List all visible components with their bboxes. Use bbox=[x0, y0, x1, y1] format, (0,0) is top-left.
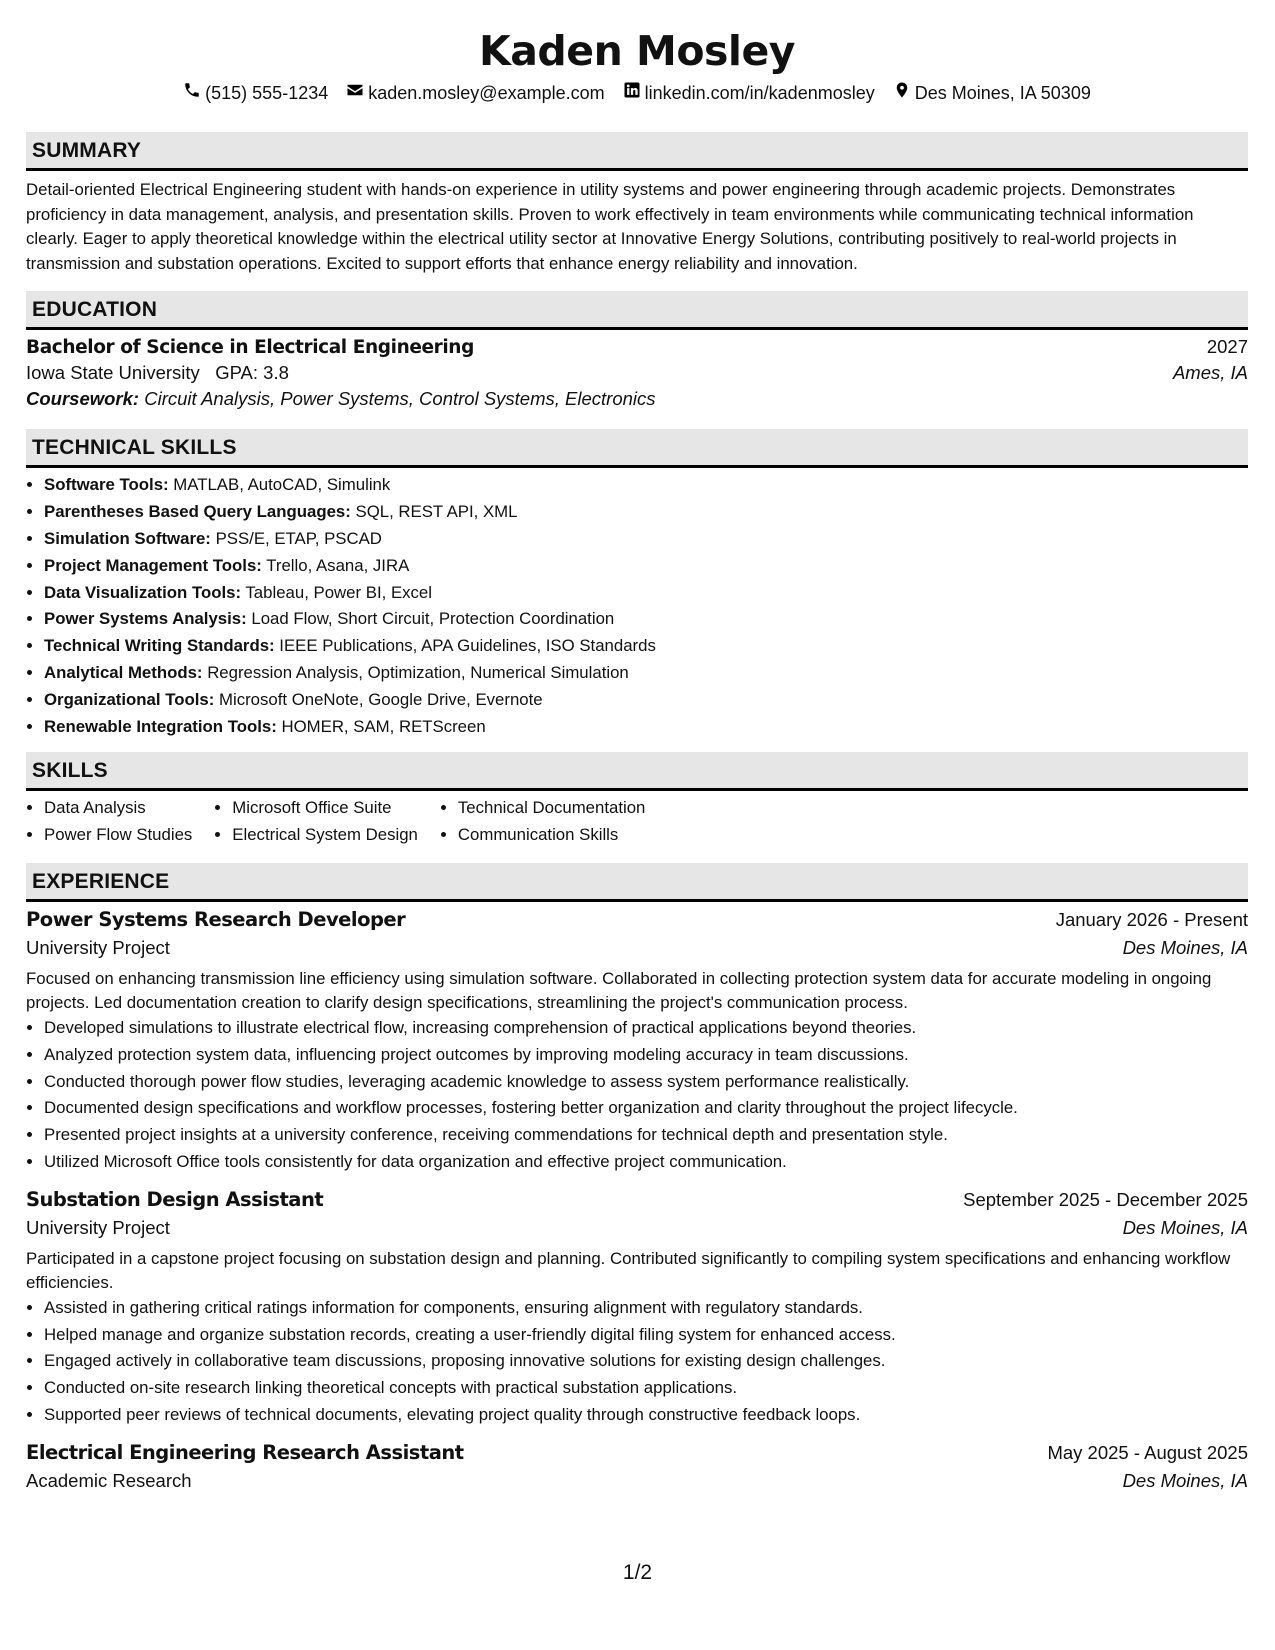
list-item bbox=[44, 526, 1248, 553]
summary-text: Detail-oriented Electrical Engineering student with hands-on experience in utility systems and power engineering through academic projects. Demonstrates proficiency in data management, analysis, and presentation skills. Proven to work effectively in team environments while communicating technical information clearly. Eager to apply theoretical knowledge within the electrical utility sector at Innovative Energy Solutions, contributing positively to real-world projects in transmission and substation operations. Excited to support efforts that enhance energy reliability and innovation. bbox=[26, 180, 1194, 273]
list-item: • Assisted in gathering critical ratings information for components, ensuring alignment with regulatory standards. bbox=[44, 1295, 1248, 1322]
skills-section bbox=[26, 752, 1248, 849]
map-pin-icon bbox=[893, 80, 911, 106]
job-bullets bbox=[26, 1015, 1248, 1176]
job-org: Academic Research bbox=[26, 1469, 192, 1491]
linkedin-icon bbox=[623, 80, 641, 106]
skill-label: Parentheses Based Query Languages: bbox=[44, 502, 351, 522]
skill-label: Organizational Tools: bbox=[44, 689, 215, 709]
school-line bbox=[26, 362, 289, 384]
resume-page bbox=[26, 0, 1248, 1492]
list-item: • Electrical System Design bbox=[232, 822, 418, 849]
list-item bbox=[44, 472, 1248, 499]
list-item: • Microsoft Office Suite bbox=[232, 795, 418, 822]
linkedin-link[interactable]: linkedin.com/in/kadenmosley bbox=[644, 83, 875, 103]
skill-label: Data Visualization Tools: bbox=[44, 582, 242, 602]
technical-skills-section bbox=[26, 429, 1248, 740]
list-item: • Analyzed protection system data, influencing project outcomes by improving modeling accuracy in team discussions. bbox=[44, 1042, 1248, 1069]
list-item: • Presented project insights at a university conference, receiving commendations for technical depth and presentation style. bbox=[44, 1122, 1248, 1149]
job-org: University Project bbox=[26, 936, 170, 958]
job-entry bbox=[26, 1441, 1248, 1492]
list-item: • Conducted on-site research linking theoretical concepts with practical substation applications. bbox=[44, 1375, 1248, 1402]
job-dates: January 2026 - Present bbox=[1055, 908, 1248, 930]
skill-label: Simulation Software: bbox=[44, 528, 211, 548]
list-item: • Conducted thorough power flow studies, leveraging academic knowledge to assess system performance realistically. bbox=[44, 1069, 1248, 1096]
skill-value: SQL, REST API, XML bbox=[355, 502, 518, 522]
skill-value: Load Flow, Short Circuit, Protection Coordination bbox=[251, 609, 615, 629]
location-text: Des Moines, IA 50309 bbox=[914, 83, 1091, 103]
experience-heading: EXPERIENCE bbox=[26, 863, 1248, 902]
coursework-label: Coursework: bbox=[26, 388, 140, 410]
technical-skills-heading: TECHNICAL SKILLS bbox=[26, 429, 1248, 468]
job-location: Des Moines, IA bbox=[1122, 936, 1248, 958]
job-title: Electrical Engineering Research Assistant bbox=[26, 1440, 464, 1464]
list-item: • Data Analysis bbox=[44, 795, 192, 822]
skill-value: MATLAB, AutoCAD, Simulink bbox=[173, 475, 391, 495]
coursework-list: Circuit Analysis, Power Systems, Control Systems, Electronics bbox=[144, 388, 656, 410]
school-location: Ames, IA bbox=[1172, 362, 1248, 384]
skills-column-2 bbox=[214, 795, 440, 849]
skill-value: PSS/E, ETAP, PSCAD bbox=[215, 528, 382, 548]
job-subheader bbox=[26, 1217, 1248, 1239]
degree-title: Bachelor of Science in Electrical Engineering bbox=[26, 337, 474, 359]
list-item: • Documented design specifications and workflow processes, fostering better organization and clarity throughout the project lifecycle. bbox=[44, 1095, 1248, 1122]
envelope-icon bbox=[346, 80, 364, 106]
job-dates: May 2025 - August 2025 bbox=[1047, 1441, 1248, 1463]
list-item bbox=[44, 606, 1248, 633]
coursework-line bbox=[26, 388, 1248, 410]
job-location: Des Moines, IA bbox=[1122, 1469, 1248, 1491]
education-row-2 bbox=[26, 362, 1248, 384]
job-location: Des Moines, IA bbox=[1122, 1216, 1248, 1238]
list-item bbox=[44, 687, 1248, 714]
summary-heading: SUMMARY bbox=[26, 132, 1248, 171]
list-item: • Developed simulations to illustrate electrical flow, increasing comprehension of practical applications beyond theories. bbox=[44, 1015, 1248, 1042]
candidate-name: Kaden Mosley bbox=[478, 27, 795, 75]
list-item bbox=[44, 499, 1248, 526]
skill-value: Microsoft OneNote, Google Drive, Evernote bbox=[218, 689, 543, 709]
job-entry bbox=[26, 908, 1248, 1176]
job-org: University Project bbox=[26, 1216, 170, 1238]
list-item bbox=[44, 633, 1248, 660]
education-row-1 bbox=[26, 336, 1248, 358]
job-bullets bbox=[26, 1295, 1248, 1429]
skills-heading: SKILLS bbox=[26, 752, 1248, 791]
list-item: • Supported peer reviews of technical documents, elevating project quality through constructive feedback loops. bbox=[44, 1402, 1248, 1429]
contact-email[interactable] bbox=[346, 80, 604, 106]
contact-phone bbox=[183, 80, 328, 106]
education-section bbox=[26, 291, 1248, 410]
skill-value: IEEE Publications, APA Guidelines, ISO Standards bbox=[279, 636, 656, 656]
contact-linkedin[interactable] bbox=[623, 80, 875, 106]
list-item bbox=[44, 553, 1248, 580]
job-header bbox=[26, 1188, 1248, 1211]
job-subheader bbox=[26, 1470, 1248, 1492]
skill-label: Analytical Methods: bbox=[44, 662, 203, 682]
skill-label: Software Tools: bbox=[44, 475, 169, 495]
skills-column-3 bbox=[440, 795, 668, 849]
contact-location bbox=[893, 80, 1091, 106]
skill-value: Regression Analysis, Optimization, Numerical Simulation bbox=[207, 662, 629, 682]
job-description: Focused on enhancing transmission line efficiency using simulation software. Collaborated in collecting protection system data for accurate modeling in ongoing projects. Led documentation creation to clarify design specifications, streamlining the project's communication process. bbox=[26, 968, 1212, 1012]
skill-value: HOMER, SAM, RETScreen bbox=[281, 716, 486, 736]
list-item: • Utilized Microsoft Office tools consistently for data organization and effective project communication. bbox=[44, 1149, 1248, 1176]
technical-skills-list bbox=[26, 472, 1248, 740]
page-number: 1/2 bbox=[622, 1561, 653, 1584]
phone-icon bbox=[183, 80, 201, 106]
skill-label: Technical Writing Standards: bbox=[44, 636, 275, 656]
job-dates: September 2025 - December 2025 bbox=[963, 1188, 1248, 1210]
gpa: GPA: 3.8 bbox=[215, 362, 289, 384]
experience-section bbox=[26, 863, 1248, 1492]
phone-text: (515) 555-1234 bbox=[205, 83, 329, 103]
summary-section bbox=[26, 132, 1248, 276]
graduation-year: 2027 bbox=[1206, 336, 1248, 358]
list-item: • Communication Skills bbox=[458, 822, 646, 849]
job-title: Power Systems Research Developer bbox=[26, 907, 406, 931]
job-title: Substation Design Assistant bbox=[26, 1187, 324, 1211]
list-item: • Engaged actively in collaborative team discussions, proposing innovative solutions for existing design challenges. bbox=[44, 1348, 1248, 1375]
skill-value: Tableau, Power BI, Excel bbox=[245, 582, 432, 602]
job-subheader bbox=[26, 937, 1248, 959]
skills-column-1 bbox=[26, 795, 214, 849]
list-item: • Technical Documentation bbox=[458, 795, 646, 822]
job-description: Participated in a capstone project focusing on substation design and planning. Contributed significantly to compiling system specifications and enhancing workflow efficiencies. bbox=[26, 1248, 1231, 1292]
job-entry bbox=[26, 1188, 1248, 1429]
list-item bbox=[44, 580, 1248, 607]
school-name: Iowa State University bbox=[26, 362, 200, 384]
job-header bbox=[26, 1441, 1248, 1464]
list-item bbox=[44, 714, 1248, 741]
skill-label: Renewable Integration Tools: bbox=[44, 716, 277, 736]
list-item: • Power Flow Studies bbox=[44, 822, 192, 849]
contact-bar bbox=[26, 80, 1248, 106]
skills-grid bbox=[26, 795, 1248, 849]
skill-label: Power Systems Analysis: bbox=[44, 609, 247, 629]
email-link[interactable]: kaden.mosley@example.com bbox=[368, 83, 605, 103]
education-heading: EDUCATION bbox=[26, 291, 1248, 330]
list-item: • Helped manage and organize substation records, creating a user-friendly digital filing system for enhanced access. bbox=[44, 1322, 1248, 1349]
skill-label: Project Management Tools: bbox=[44, 555, 262, 575]
skill-value: Trello, Asana, JIRA bbox=[266, 555, 410, 575]
list-item bbox=[44, 660, 1248, 687]
job-header bbox=[26, 908, 1248, 931]
